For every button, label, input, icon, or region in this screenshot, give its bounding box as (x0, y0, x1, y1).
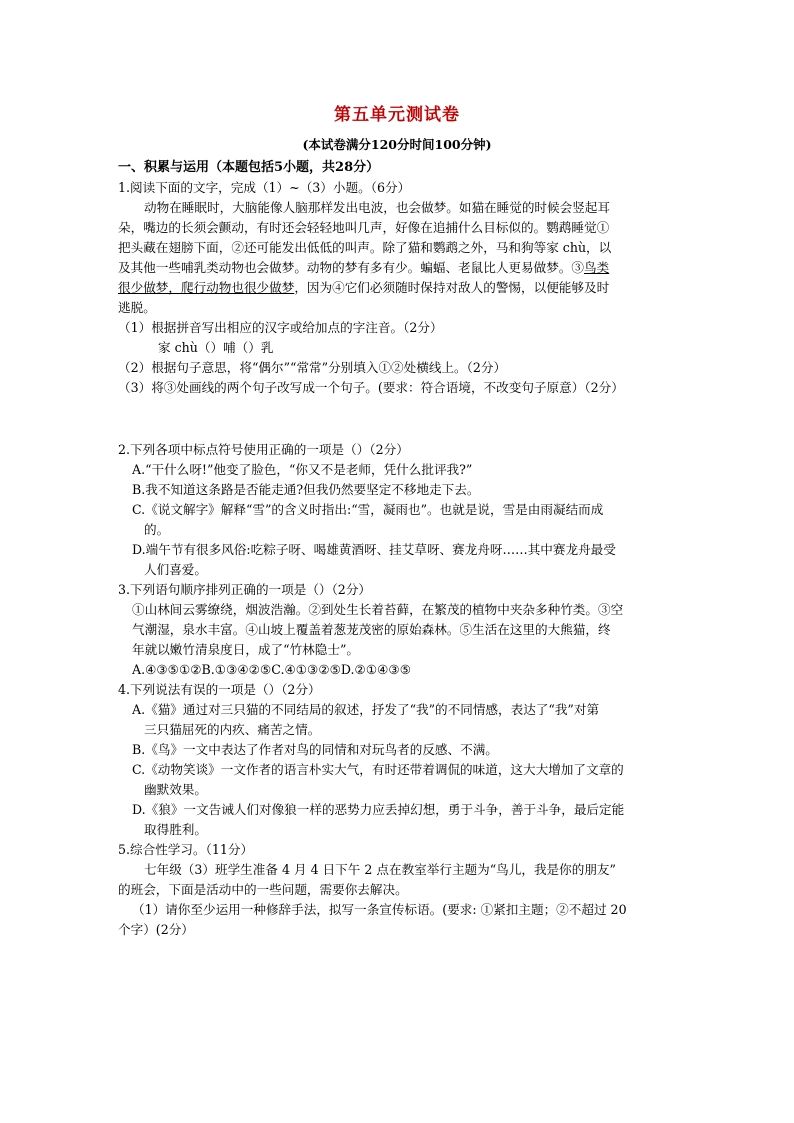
answer-line: 家 chù（）哺（）乳 (158, 340, 274, 355)
option-b: B.《鸟》一文中表达了作者对鸟的同情和对玩鸟者的反感、不满。 (132, 742, 498, 757)
option-d-cont: 人们喜爱。 (144, 562, 207, 577)
passage-text: 及其他一些哺乳类动物也会做梦。动物的梦有多有少。蝙蝠、老鼠比人更易做梦。③ (118, 260, 584, 275)
option-c-cont: 的。 (144, 522, 170, 537)
question-stem: 1.阅读下面的文字，完成（1）~（3）小题。（6分） (118, 180, 411, 195)
option-b: B.我不知道这条路是否能走通?但我仍然要坚定不移地走下去。 (132, 482, 480, 497)
question-stem: 3.下列语句顺序排列正确的一项是（）（2分） (118, 582, 372, 597)
sub-question: （2）根据句子意思，将“偶尔”“常常”分别填入①②处横线上。（2分） (118, 360, 507, 375)
sentence-line: 年就以嫩竹清泉度日，成了“竹林隐士”。 (132, 642, 359, 657)
sub-question: （1）请你至少运用一种修辞手法，拟写一条宣传标语。(要求: ①紧扣主题；②不超过 20 (132, 902, 627, 917)
paragraph-line: 七年级（3）班学生准备 4 月 4 日下午 2 点在教室举行主题为“鸟儿，我是你的朋友” (144, 862, 616, 877)
spacer (118, 398, 676, 440)
option-c-cont: 幽默效果。 (144, 782, 207, 797)
option-c: C.《动物笑谈》一文作者的语言朴实大气，有时还带着调侃的味道，这大大增加了文章的 (132, 762, 624, 777)
exam-page (118, 100, 676, 940)
question-1 (118, 178, 676, 398)
section-heading: 一、积累与运用（本题包括5小题，共28分） (118, 160, 380, 175)
question-stem: 2.下列各项中标点符号使用正确的一项是（）（2分） (118, 442, 409, 457)
question-2 (118, 440, 676, 580)
option-d-cont: 取得胜利。 (144, 822, 207, 837)
paragraph-line: 的班会，下面是活动中的一些问题，需要你去解决。 (118, 882, 408, 897)
sub-question-cont: 个字）(2分） (118, 922, 194, 937)
question-stem: 5.综合性学习。（11分） (118, 842, 254, 857)
underlined-text: 很少做梦，爬行动物也很少做梦 (118, 280, 295, 295)
options-line: A.④③⑤①②B.①③④②⑤C.④①③②⑤D.②①④③⑤ (132, 662, 411, 677)
question-5 (118, 840, 676, 940)
option-c: C.《说文解字》解释“雪”的含义时指出:“雪，凝雨也”。也就是说，雪是由雨凝结而成 (132, 502, 604, 517)
sentence-line: ①山林间云雾缭绕，烟波浩瀚。②到处生长着苔藓，在繁茂的植物中夹杂多种竹类。③空 (132, 602, 624, 617)
passage-line: 朵，嘴边的长须会颤动，有时还会轻轻地叫几声，好像在追捕什么目标似的。鹦鹉睡觉① (118, 220, 610, 235)
option-a: A.“干什么呀!”他变了脸色，“你又不是老师，凭什么批评我?” (132, 462, 473, 477)
underlined-text: 鸟类 (583, 260, 610, 275)
sub-question: （3）将③处画线的两个句子改写成一个句子。(要求：符合语境，不改变句子原意）（2分） (118, 380, 624, 395)
question-stem: 4.下列说法有误的一项是（）（2分） (118, 682, 321, 697)
passage-line: 逃脱。 (118, 300, 156, 315)
option-d: D.端午节有很多风俗:吃粽子呀、喝雄黄酒呀、挂艾草呀、赛龙舟呀……其中赛龙舟最受 (132, 542, 616, 557)
sentence-line: 气潮湿，泉水丰富。④山坡上覆盖着葱茏茂密的原始森林。⑤生活在这里的大熊猫，终 (132, 622, 611, 637)
sub-question: （1）根据拼音写出相应的汉字或给加点的字注音。（2分） (118, 320, 443, 335)
passage-line: 把头藏在翅膀下面，②还可能发出低低的叫声。除了猫和鹦鹉之外，马和狗等家 chù，以 (118, 240, 612, 255)
page-subtitle: (本试卷满分120分时间100分钟) (302, 137, 492, 152)
passage-line (118, 258, 676, 278)
option-a: A.《猫》通过对三只猫的不同结局的叙述，抒发了“我”的不同情感，表达了“我”对第 (132, 702, 600, 717)
question-3 (118, 580, 676, 680)
option-a-cont: 三只猫屈死的内疚、痛苦之情。 (144, 722, 321, 737)
passage-line: 动物在睡眠时，大脑能像人脑那样发出电波，也会做梦。如猫在睡觉的时候会竖起耳 (144, 200, 610, 215)
passage-text: ，因为④它们必须随时保持对敌人的警惕，以便能够及时 (294, 280, 610, 295)
page-title: 第五单元测试卷 (334, 105, 460, 125)
option-d: D.《狼》一文告诫人们对像狼一样的恶势力应丢掉幻想，勇于斗争，善于斗争，最后定能 (132, 802, 625, 817)
passage-line (118, 278, 676, 298)
question-4 (118, 680, 676, 840)
